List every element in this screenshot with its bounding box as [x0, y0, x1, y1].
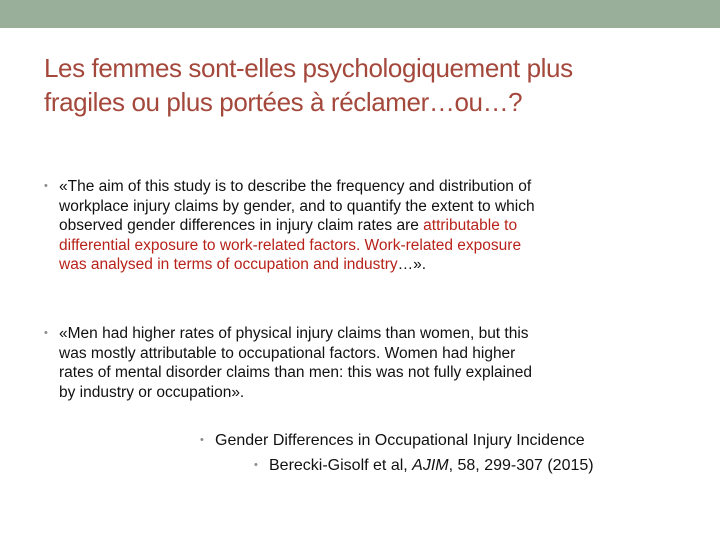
reference-article-title-text: Gender Differences in Occupational Injury Incidence — [215, 432, 585, 449]
top-accent-bar — [0, 0, 720, 28]
quote-findings-line-3: rates of mental disorder claims than men: this was not fully explained — [59, 364, 532, 381]
quote-aim-line-2: workplace injury claims by gender, and to quantify the extent to which — [59, 197, 535, 215]
sub-bullet-icon: • — [254, 459, 258, 471]
bullet-icon: • — [200, 434, 204, 446]
reference-authors: Berecki-Gisolf et al, — [269, 457, 413, 474]
quote-aim-highlight-3: attributable to — [423, 217, 518, 234]
reference-details: , 58, 299-307 (2015) — [448, 457, 594, 474]
quote-aim-line-5 — [44, 255, 684, 275]
reference-article-title — [200, 428, 585, 453]
bullet-icon: • — [44, 327, 48, 339]
quote-bullet-aim — [44, 177, 684, 275]
quote-aim-highlight-5: was analysed in terms of occupation and industry — [59, 256, 398, 273]
reference-citation — [254, 453, 594, 478]
reference-journal: AJIM — [412, 457, 449, 474]
slide-title — [44, 51, 694, 119]
slide-title-line-1: Les femmes sont-elles psychologiquement plus — [44, 53, 573, 83]
quote-aim-line-1 — [44, 177, 684, 197]
quote-findings-line-1 — [44, 324, 684, 344]
quote-bullet-findings — [44, 324, 684, 402]
bullet-icon: • — [44, 180, 48, 192]
quote-findings-line-4: by industry or occupation». — [59, 383, 245, 401]
quote-aim-highlight-4: differential exposure to work-related factors. Work-related exposure — [59, 236, 522, 254]
quote-aim-text-1: «The aim of this study is to describe the frequency and distribution of — [59, 178, 532, 195]
quote-aim-text-3: observed gender differences in injury claim rates are — [59, 217, 424, 234]
quote-findings-line-2: was mostly attributable to occupational factors. Women had higher — [59, 344, 516, 362]
quote-aim-line-3 — [44, 216, 684, 236]
quote-findings-text-1: «Men had higher rates of physical injury claims than women, but this — [59, 325, 529, 342]
quote-aim-text-5: …». — [397, 256, 427, 273]
slide-title-line-2: fragiles ou plus portées à réclamer…ou…? — [44, 87, 523, 117]
